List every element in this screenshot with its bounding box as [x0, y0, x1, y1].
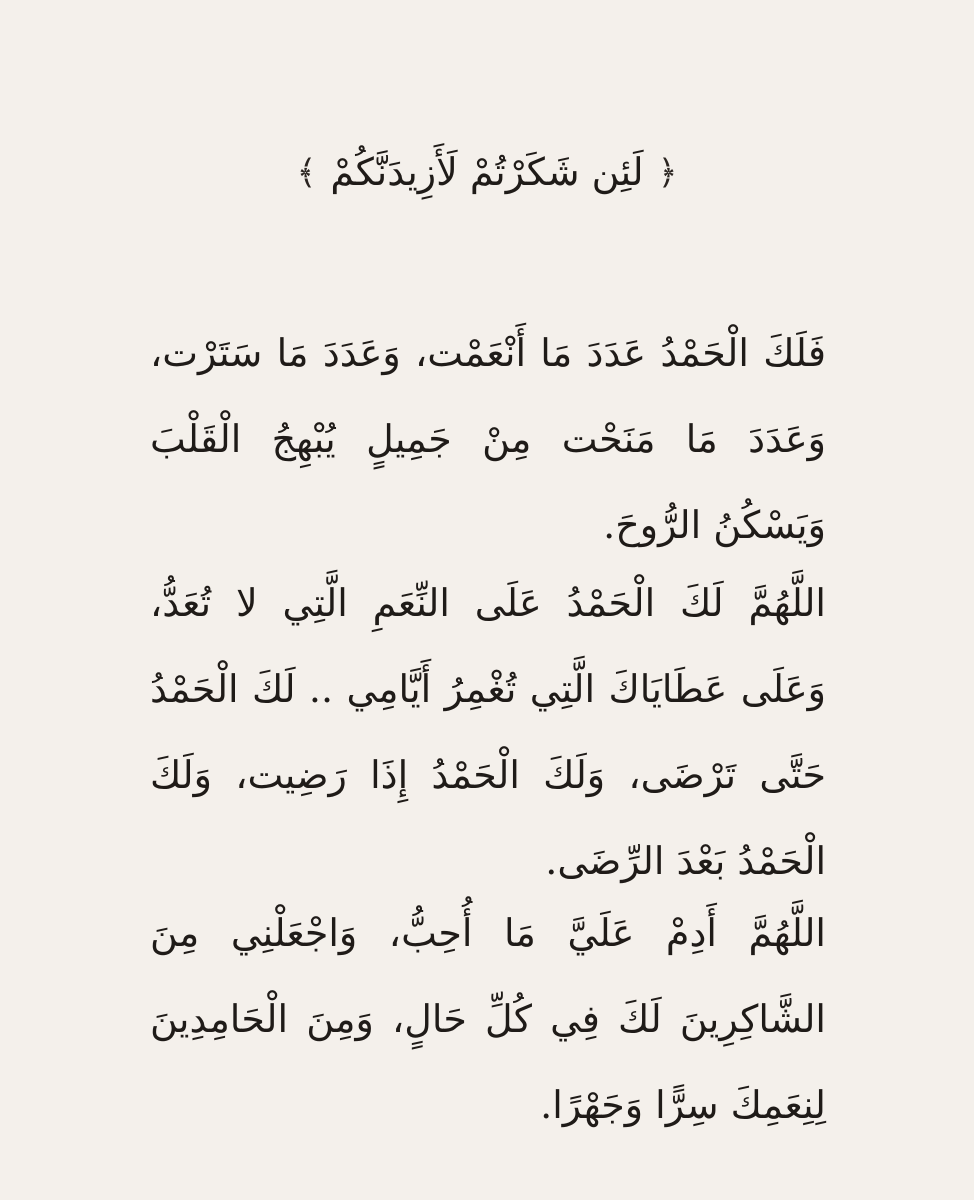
ornate-bracket-left-icon: ﴾	[296, 152, 317, 193]
praise-paragraph-1: فَلَكَ الْحَمْدُ عَدَدَ مَا أَنْعَمْت، وَعَدَدَ مَا سَتَرْت، وَعَدَدَ مَا مَنَحْت مِنْ جَمِيلٍ يُبْهِجُ الْقَلْبَ وَيَسْكُنُ الرُّوحَ.	[150, 331, 826, 547]
praise-paragraph-3: اللَّهُمَّ أَدِمْ عَلَيَّ مَا أُحِبُّ، وَاجْعَلْنِي مِنَ الشَّاكِرِينَ لَكَ فِي كُلِّ حَالٍ، وَمِنَ الْحَامِدِينَ لِنِعَمِكَ سِرًّا وَجَهْرًا.	[150, 911, 826, 1127]
verse-text: لَئِن شَكَرْتُمْ لَأَزِيدَنَّكُمْ	[330, 150, 644, 194]
ornate-bracket-right-icon: ﴿	[657, 152, 678, 193]
quran-verse-heading	[0, 150, 974, 196]
praise-paragraph-2: اللَّهُمَّ لَكَ الْحَمْدُ عَلَى النِّعَمِ الَّتِي لا تُعَدُّ، وَعَلَى عَطَايَاكَ الَّتِي تُغْمِرُ أَيَّامِي .. لَكَ الْحَمْدُ حَتَّى تَرْضَى، وَلَكَ الْحَمْدُ إِذَا رَضِيت، وَلَكَ الْحَمْدُ بَعْدَ الرِّضَى.	[150, 581, 826, 883]
